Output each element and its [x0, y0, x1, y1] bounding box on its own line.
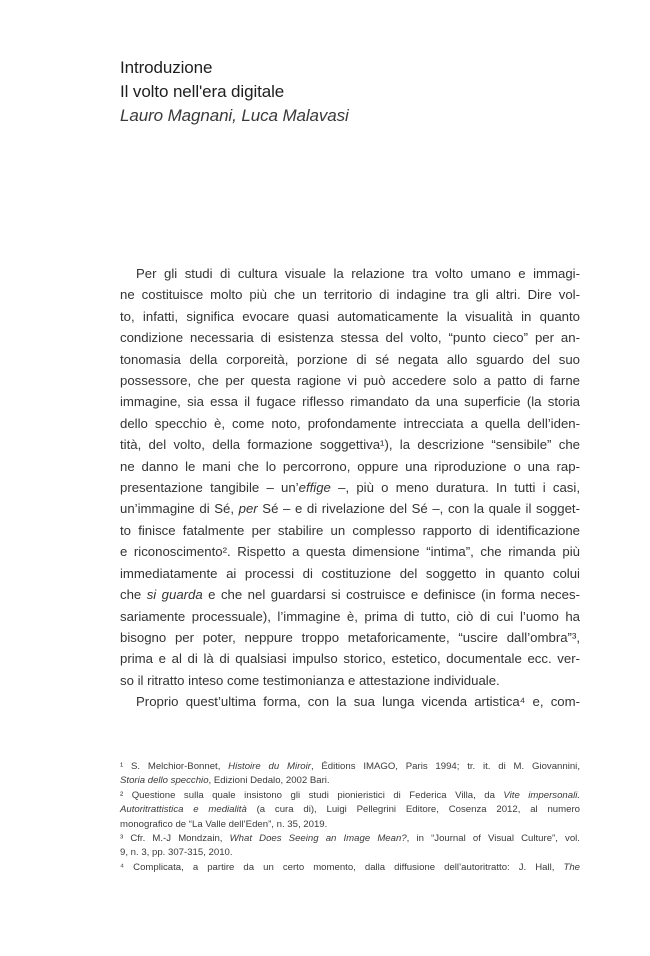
- footnote-text: (a cura di), Luigi Pellegrini Editore, Cosenza 2012, al numero: [246, 804, 580, 816]
- footnote-line: [120, 774, 580, 788]
- footnotes: [120, 760, 580, 875]
- text-fragment: e riconoscimento²: [120, 544, 227, 560]
- text-fragment: Sé – e di rivelazione del Sé –, con la quale il sogget-: [257, 501, 580, 517]
- footnote-line: [120, 861, 580, 875]
- footnote-text: , Éditions IMAGO, Paris 1994; tr. it. di M. Giovannini,: [310, 761, 580, 772]
- text-line: tità, del volto, della formazione soggettiva¹), la descrizione “sensibile” che: [120, 437, 580, 453]
- text-fragment: –, più o meno duratura. In tutti i casi,: [330, 480, 580, 496]
- footnote-line: [120, 760, 580, 774]
- footnote-line: [120, 789, 580, 803]
- text-line: [120, 477, 580, 498]
- italic-term: si guarda: [146, 587, 203, 603]
- text-line: to finisce fatalmente per stabilire un complesso rapporto di identificazione: [120, 522, 580, 538]
- footnote-italic: What Does Seeing an Image Mean?: [229, 833, 407, 845]
- footnote-italic: The: [563, 861, 580, 873]
- text-line: possessore, che per questa ragione vi può accedere solo a patto di farne: [120, 373, 580, 389]
- text-line: immediatamente ai processi di costituzione del soggetto in quanto colui: [120, 565, 580, 581]
- chapter-authors: Lauro Magnani, Luca Malavasi: [120, 106, 349, 125]
- text-line: ne costituisce molto più che un territorio di indagine tra gli altri. Dire vol-: [120, 287, 580, 303]
- footnote-text: ² Questione sulla quale insistono gli studi pionieristici di Federica Villa, da: [120, 789, 504, 801]
- footnote-text: ⁴ Complicata, a partire da un certo momento, dalla diffusione dell’autoritratto: J. Hall,: [120, 861, 564, 873]
- text-line: dello specchio è, come noto, profondamente intrecciata a quella dell’iden-: [120, 415, 580, 431]
- footnote-italic: Histoire du Miroir: [228, 761, 311, 772]
- italic-term: effige: [298, 480, 331, 496]
- text-line: condizione necessaria di esistenza stessa del volto, “punto cieco” per an-: [120, 330, 580, 346]
- text-fragment: che: [120, 587, 147, 603]
- text-fragment: un’immagine di Sé,: [120, 501, 239, 517]
- text-fragment: . Rispetto a questa dimensione “intima”, che rimanda più: [226, 544, 581, 560]
- text-line: bisogno per poter, neppure troppo metaforicamente, “uscire dall’ombra”³,: [120, 629, 580, 645]
- text-line: sariamente processuale), l’immagine è, prima di tutto, ciò di cui l’uomo ha: [120, 608, 580, 624]
- text-line: Proprio quest’ultima forma, con la sua lunga vicenda artistica⁴ e, com-: [136, 694, 580, 710]
- footnote-text: , Edizioni Dedalo, 2002 Bari.: [208, 775, 330, 787]
- text-line: to, infatti, significa evocare quasi automaticamente la visualità in quanto: [120, 308, 580, 324]
- footnote-italic: Autoritrattistica e medialità: [120, 804, 247, 816]
- footnote-italic: Storia dello specchio: [120, 775, 209, 787]
- text-line: prima e al di là di qualsiasi impulso storico, estetico, documentale ecc. ver-: [120, 651, 580, 667]
- text-line: ne danno le mani che lo percorrono, oppure una riproduzione o una rap-: [120, 458, 580, 474]
- footnote-text: ¹ S. Melchior-Bonnet,: [120, 761, 229, 772]
- body-text: [120, 263, 580, 713]
- chapter-subtitle: Il volto nell'era digitale: [120, 82, 285, 101]
- text-line: [120, 584, 580, 605]
- footnote-line: [120, 832, 580, 846]
- footnote-text: , in “Journal of Visual Culture”, vol.: [406, 833, 580, 845]
- italic-term: per: [238, 501, 258, 517]
- footnote-line: monografico de “La Valle dell’Eden”, n. 35, 2019.: [120, 818, 328, 830]
- text-line: immagine, sia essa il fugace riflesso rimandato da una superficie (la storia: [120, 394, 580, 410]
- text-line: Per gli studi di cultura visuale la relazione tra volto umano e immagi-: [136, 266, 580, 281]
- text-line: [120, 498, 580, 519]
- footnote-line: [120, 803, 580, 817]
- text-line: tonomasia della corporeità, porzione di sé negata allo sguardo del suo: [120, 351, 580, 367]
- text-fragment: e che nel guardarsi si costruisce e definisce (in forma neces-: [202, 587, 580, 603]
- text-line: so il ritratto inteso come testimonianza e attestazione individuale.: [120, 672, 500, 688]
- chapter-header: [120, 56, 600, 128]
- footnote-text: ³ Cfr. M.-J Mondzain,: [120, 833, 230, 845]
- text-fragment: presentazione tangibile – un’: [120, 480, 299, 496]
- footnote-line: 9, n. 3, pp. 307-315, 2010.: [120, 847, 233, 859]
- chapter-title: Introduzione: [120, 58, 213, 77]
- footnote-italic: Vite impersonali.: [503, 789, 581, 801]
- text-line: [120, 541, 580, 562]
